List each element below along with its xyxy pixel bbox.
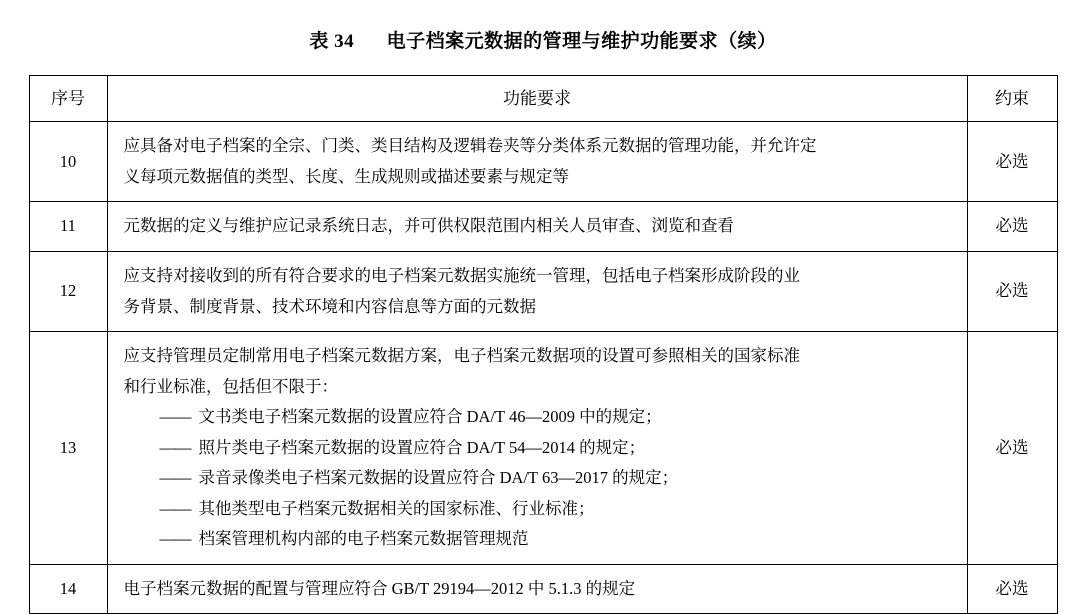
row-requirement <box>107 251 967 331</box>
row-constraint: 必选 <box>967 332 1057 565</box>
em-dash-marker: —— <box>159 529 191 549</box>
column-header-constraint: 约束 <box>967 76 1057 122</box>
requirement-line: 义每项元数据值的类型、长度、生成规则或描述要素与规定等 <box>123 166 569 186</box>
requirement-line: 应支持对接收到的所有符合要求的电子档案元数据实施统一管理，包括电子档案形成阶段的业 <box>123 265 800 285</box>
sub-item-text: 其他类型电子档案元数据相关的国家标准、行业标准； <box>198 498 595 518</box>
row-no: 10 <box>29 122 107 202</box>
row-requirement <box>107 202 967 252</box>
row-constraint: 必选 <box>967 122 1057 202</box>
table-caption-number: 表 34 <box>309 31 355 52</box>
column-header-no: 序号 <box>29 76 107 122</box>
requirement-sub-item <box>124 402 953 433</box>
requirement-line: 务背景、制度背景、技术环境和内容信息等方面的元数据 <box>123 296 536 316</box>
sub-item-text: 照片类电子档案元数据的设置应符合 DA/T 54—2014 的规定； <box>198 437 646 457</box>
table-row <box>29 564 1057 614</box>
requirement-line: 应支持管理员定制常用电子档案元数据方案，电子档案元数据项的设置可参照相关的国家标准 <box>123 346 800 366</box>
sub-item-text: 档案管理机构内部的电子档案元数据管理规范 <box>198 529 529 549</box>
row-requirement <box>107 122 967 202</box>
row-no: 13 <box>29 332 107 565</box>
table-row <box>29 122 1057 202</box>
requirement-line: 电子档案元数据的配置与管理应符合 GB/T 29194—2012 中 5.1.3 的规定 <box>123 578 636 598</box>
requirement-sub-item <box>124 433 953 464</box>
table-row <box>29 251 1057 331</box>
table-caption <box>0 0 1086 75</box>
row-no: 12 <box>29 251 107 331</box>
em-dash-marker: —— <box>159 407 191 427</box>
column-header-requirement: 功能要求 <box>107 76 967 122</box>
row-requirement <box>107 332 967 565</box>
requirement-sub-item <box>124 494 953 525</box>
table-row <box>29 332 1057 565</box>
row-no: 14 <box>29 564 107 614</box>
table-header-row <box>29 76 1057 122</box>
requirement-sub-item <box>124 463 953 494</box>
em-dash-marker: —— <box>159 468 191 488</box>
sub-item-text: 文书类电子档案元数据的设置应符合 DA/T 46—2009 中的规定； <box>198 407 662 427</box>
sub-item-text: 录音录像类电子档案元数据的设置应符合 DA/T 63—2017 的规定； <box>198 468 679 488</box>
em-dash-marker: —— <box>159 498 191 518</box>
row-constraint: 必选 <box>967 251 1057 331</box>
em-dash-marker: —— <box>159 437 191 457</box>
requirement-line: 和行业标准，包括但不限于： <box>123 376 338 396</box>
requirement-sub-item <box>124 524 953 555</box>
requirements-table <box>29 75 1058 614</box>
row-requirement <box>107 564 967 614</box>
row-no: 11 <box>29 202 107 252</box>
row-constraint: 必选 <box>967 564 1057 614</box>
requirement-line: 元数据的定义与维护应记录系统日志，并可供权限范围内相关人员审查、浏览和查看 <box>123 216 734 236</box>
table-row <box>29 202 1057 252</box>
table-caption-title: 电子档案元数据的管理与维护功能要求（续） <box>386 31 777 52</box>
requirement-line: 应具备对电子档案的全宗、门类、类目结构及逻辑卷夹等分类体系元数据的管理功能，并允许定 <box>123 136 817 156</box>
row-constraint: 必选 <box>967 202 1057 252</box>
